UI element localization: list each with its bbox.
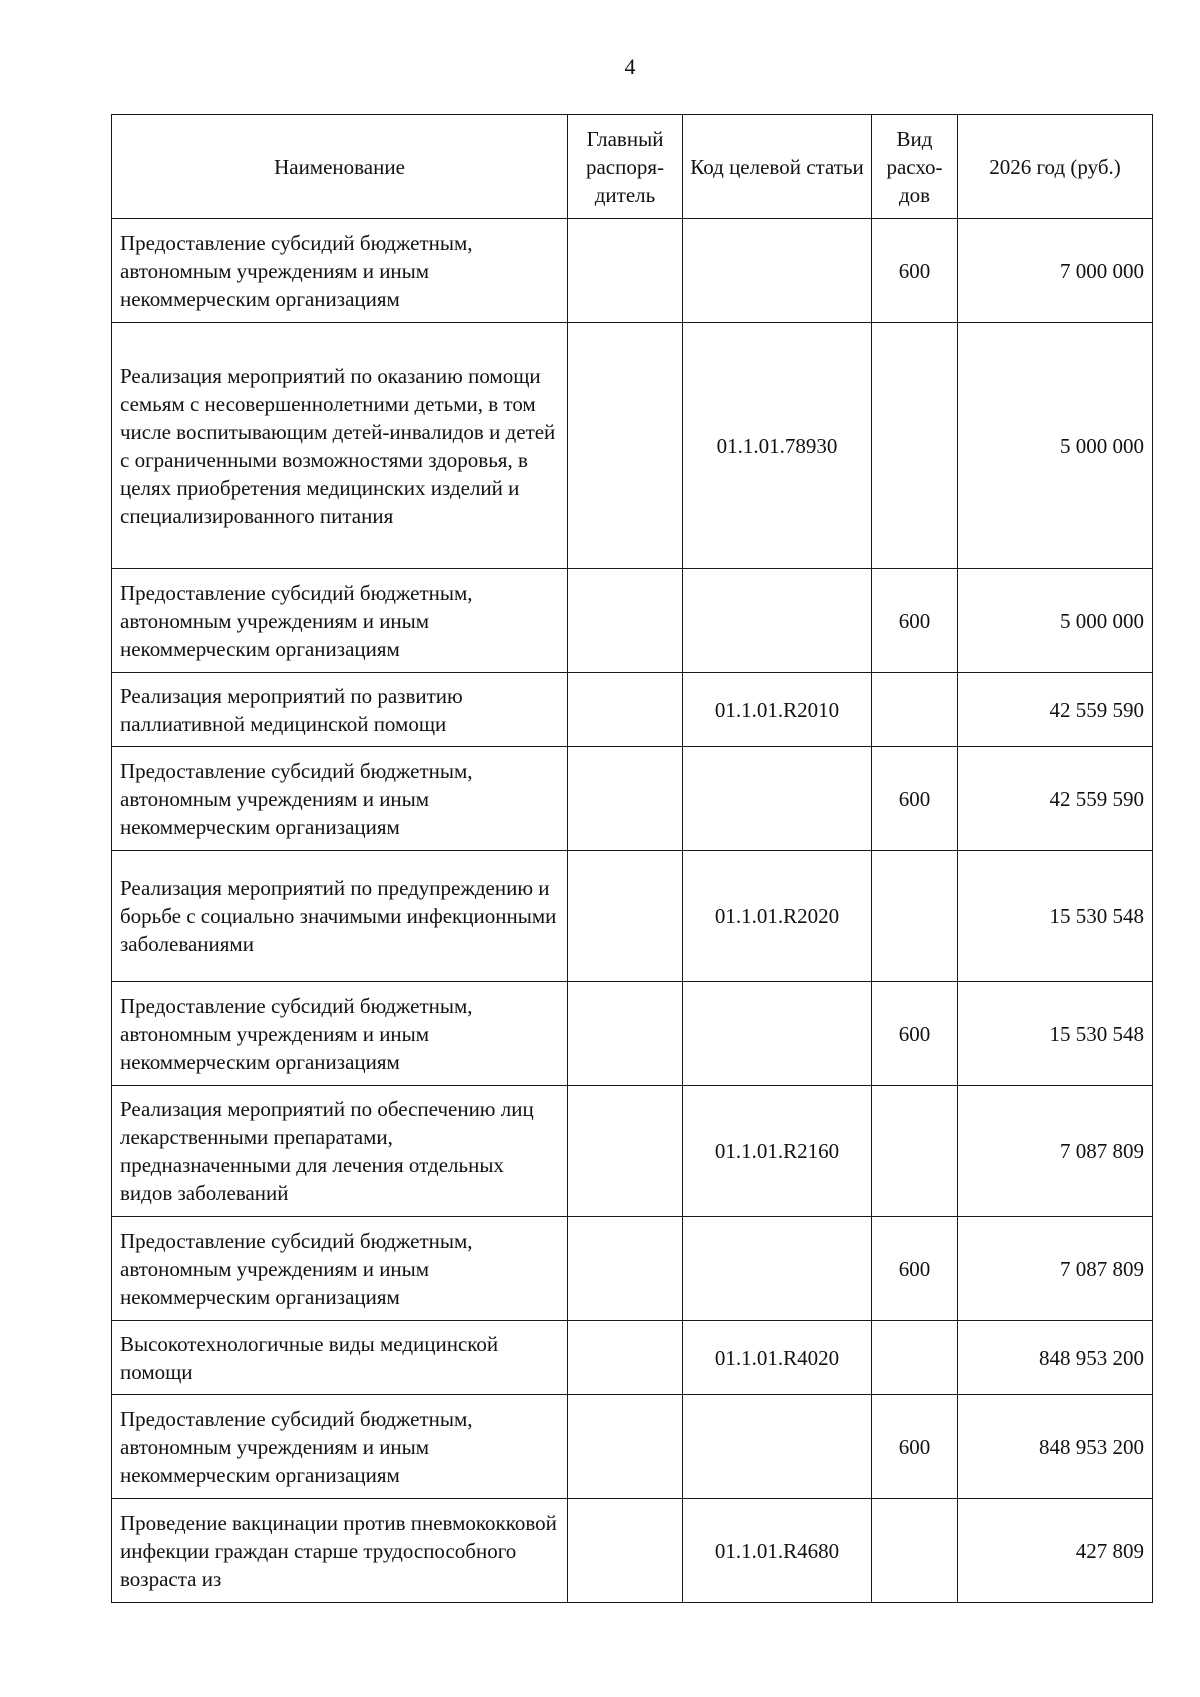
row-vid: 600	[872, 747, 958, 851]
row-amount: 848 953 200	[958, 1395, 1153, 1499]
table-row	[112, 1086, 1153, 1217]
row-vid	[872, 1499, 958, 1603]
header-vid-rashodov: Вид расхо-дов	[872, 115, 958, 219]
row-glavny	[568, 1499, 683, 1603]
table-header-row	[112, 115, 1153, 219]
row-vid: 600	[872, 982, 958, 1086]
row-glavny	[568, 1395, 683, 1499]
row-vid	[872, 323, 958, 569]
row-code: 01.1.01.R4020	[683, 1321, 872, 1395]
header-kod-statyi: Код целевой статьи	[683, 115, 872, 219]
row-code	[683, 1217, 872, 1321]
row-amount: 15 530 548	[958, 851, 1153, 982]
table-row	[112, 851, 1153, 982]
row-glavny	[568, 1217, 683, 1321]
table-row	[112, 673, 1153, 747]
table-row	[112, 219, 1153, 323]
row-name: Реализация мероприятий по предупреждению и борьбе с социально значимыми инфекционными заболеваниями	[112, 851, 568, 982]
row-code: 01.1.01.78930	[683, 323, 872, 569]
row-name: Высокотехнологичные виды медицинской помощи	[112, 1321, 568, 1395]
row-amount: 848 953 200	[958, 1321, 1153, 1395]
row-code	[683, 219, 872, 323]
row-code: 01.1.01.R4680	[683, 1499, 872, 1603]
row-name: Предоставление субсидий бюджетным, автономным учреждениям и иным некоммерческим организациям	[112, 1395, 568, 1499]
row-name: Предоставление субсидий бюджетным, автономным учреждениям и иным некоммерческим организациям	[112, 569, 568, 673]
row-vid: 600	[872, 1395, 958, 1499]
row-vid: 600	[872, 569, 958, 673]
row-amount: 42 559 590	[958, 673, 1153, 747]
table-row	[112, 569, 1153, 673]
table-row	[112, 1217, 1153, 1321]
row-glavny	[568, 219, 683, 323]
row-vid	[872, 1321, 958, 1395]
row-vid	[872, 1086, 958, 1217]
row-glavny	[568, 851, 683, 982]
row-glavny	[568, 747, 683, 851]
row-vid	[872, 673, 958, 747]
budget-table	[111, 114, 1153, 1603]
row-vid: 600	[872, 1217, 958, 1321]
table-row	[112, 982, 1153, 1086]
table-row	[112, 1321, 1153, 1395]
table-row	[112, 1395, 1153, 1499]
row-name: Предоставление субсидий бюджетным, автономным учреждениям и иным некоммерческим организациям	[112, 1217, 568, 1321]
row-amount: 42 559 590	[958, 747, 1153, 851]
page-number: 4	[624, 54, 636, 79]
row-name: Предоставление субсидий бюджетным, автономным учреждениям и иным некоммерческим организациям	[112, 982, 568, 1086]
row-name: Реализация мероприятий по оказанию помощи семьям с несовершеннолетними детьми, в том числе воспитывающим детей-инвалидов и детей с ограниченными возможностями здоровья, в целях приобретения медицинских изделий и специализированного питания	[112, 323, 568, 569]
header-2026-god: 2026 год (руб.)	[958, 115, 1153, 219]
row-vid	[872, 851, 958, 982]
row-glavny	[568, 323, 683, 569]
table-row	[112, 747, 1153, 851]
row-amount: 15 530 548	[958, 982, 1153, 1086]
row-code	[683, 747, 872, 851]
row-glavny	[568, 569, 683, 673]
row-amount: 5 000 000	[958, 323, 1153, 569]
row-amount: 7 000 000	[958, 219, 1153, 323]
row-glavny	[568, 673, 683, 747]
row-name: Проведение вакцинации против пневмококковой инфекции граждан старше трудоспособного возраста из	[112, 1499, 568, 1603]
row-amount: 7 087 809	[958, 1217, 1153, 1321]
row-code	[683, 569, 872, 673]
table-row	[112, 323, 1153, 569]
row-name: Предоставление субсидий бюджетным, автономным учреждениям и иным некоммерческим организациям	[112, 747, 568, 851]
row-vid: 600	[872, 219, 958, 323]
row-amount: 5 000 000	[958, 569, 1153, 673]
row-code: 01.1.01.R2020	[683, 851, 872, 982]
row-glavny	[568, 1086, 683, 1217]
row-name: Реализация мероприятий по развитию паллиативной медицинской помощи	[112, 673, 568, 747]
header-name: Наименование	[112, 115, 568, 219]
header-glavny-rasporyaditel: Главный распоря-дитель	[568, 115, 683, 219]
row-name: Реализация мероприятий по обеспечению лиц лекарственными препаратами, предназначенными для лечения отдельных видов заболеваний	[112, 1086, 568, 1217]
row-amount: 427 809	[958, 1499, 1153, 1603]
row-code	[683, 1395, 872, 1499]
row-glavny	[568, 982, 683, 1086]
row-code: 01.1.01.R2160	[683, 1086, 872, 1217]
row-code: 01.1.01.R2010	[683, 673, 872, 747]
row-code	[683, 982, 872, 1086]
table-row	[112, 1499, 1153, 1603]
row-glavny	[568, 1321, 683, 1395]
row-name: Предоставление субсидий бюджетным, автономным учреждениям и иным некоммерческим организациям	[112, 219, 568, 323]
row-amount: 7 087 809	[958, 1086, 1153, 1217]
